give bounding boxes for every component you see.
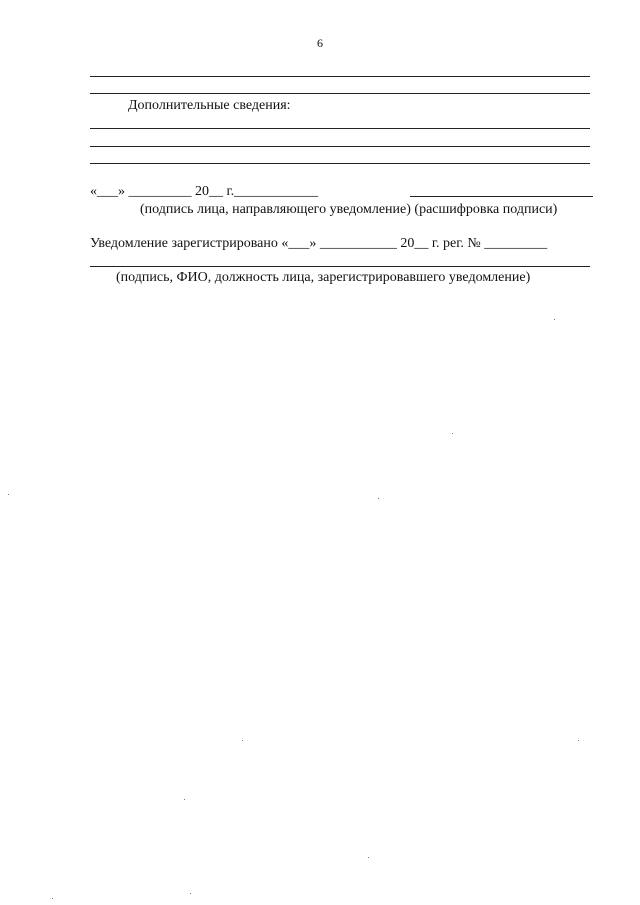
scan-speck <box>578 740 579 741</box>
year-blank: __ <box>414 236 429 251</box>
year-prefix: 20 <box>195 184 209 199</box>
additional-info-label: Дополнительные сведения: <box>128 98 291 113</box>
quote-close: » <box>118 184 125 199</box>
scan-speck <box>368 857 369 858</box>
registration-line <box>90 236 547 252</box>
scan-speck <box>190 893 191 894</box>
scan-speck <box>184 799 185 800</box>
page-number: 6 <box>317 36 323 50</box>
reg-label: г. рег. № <box>431 236 481 251</box>
day-blank: ___ <box>288 236 310 251</box>
scan-speck <box>378 498 379 499</box>
blank-line <box>90 163 590 164</box>
scan-speck <box>554 319 555 320</box>
blank-line <box>90 146 590 147</box>
blank-line <box>90 76 590 77</box>
scan-speck <box>242 740 243 741</box>
year-suffix: г. <box>226 184 235 199</box>
registrar-caption: (подпись, ФИО, должность лица, зарегистрировавшего уведомление) <box>116 270 531 285</box>
quote-close: » <box>309 236 317 251</box>
year-blank: __ <box>209 184 223 199</box>
signature-blank-line <box>410 196 593 197</box>
registration-label: Уведомление зарегистрировано <box>90 236 278 251</box>
registrar-blank-line <box>90 266 590 267</box>
quote-open: « <box>90 184 97 199</box>
scan-speck <box>8 494 9 495</box>
reg-blank: _________ <box>484 236 548 251</box>
blank-line <box>90 128 590 129</box>
month-blank: _________ <box>128 184 192 199</box>
date-line <box>90 184 318 200</box>
year-prefix: 20 <box>400 236 415 251</box>
tail-blank: ____________ <box>234 184 319 199</box>
signature-caption: (подпись лица, направляющего уведомление) (расшифровка подписи) <box>140 202 558 217</box>
month-blank: ___________ <box>319 236 397 251</box>
day-blank: ___ <box>97 184 118 199</box>
scan-speck <box>52 898 53 899</box>
scan-speck <box>452 433 453 434</box>
blank-line <box>90 93 590 94</box>
quote-open: « <box>281 236 289 251</box>
